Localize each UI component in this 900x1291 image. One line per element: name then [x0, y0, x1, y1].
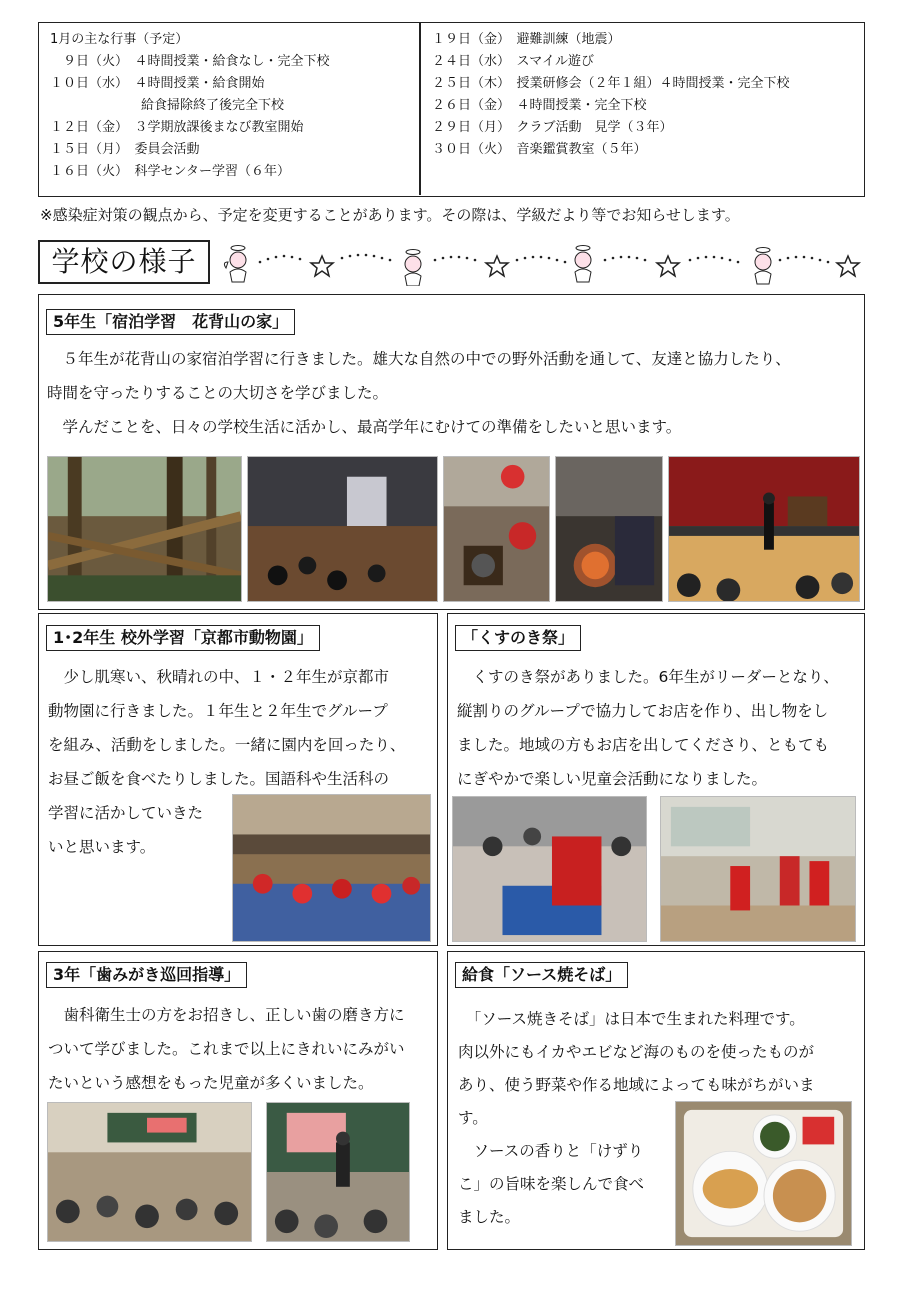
angel-icon: [755, 248, 771, 285]
article-grade5-text: ５年生が花背山の家宿泊学習に行きました。雄大な自然の中での野外活動を通して、友達と協力したり、 時間を守ったりすることの大切さを学びました。 学んだことを、日々の学校生活に活かし、最高学年にむけての準備をしたいと思います。: [47, 350, 791, 436]
article-kusunoki-title: 「くすのき祭」: [455, 625, 581, 651]
article-grade12-text: 少し肌寒い、秋晴れの中、１・２年生が京都市 動物園に行きました。１年生と２年生でグループ を組み、活動をしました。一緒に園内を回ったり、 お昼ご飯を食べたりしました。国語科や生活科の 学習に活かしていきた いと思います。: [48, 668, 406, 856]
decorative-border: [220, 240, 865, 286]
star-icon: [486, 256, 508, 276]
schedule-item: 給食掃除終了後完全下校: [50, 98, 285, 113]
schedule-item: ２４日（水） スマイル遊び: [432, 54, 594, 69]
photo-stage-speaker: [668, 456, 860, 602]
angel-icon: [575, 246, 591, 283]
article-kyushoku-title: 給食「ソース焼そば」: [455, 962, 628, 988]
photo-cooking-red-caps: [443, 456, 550, 602]
article-grade3-text: 歯科衛生士の方をお招きし、正しい歯の磨き方に ついて学びました。これまで以上にきれいにみがい たいという感想をもった児童が多くいました。: [48, 1006, 405, 1092]
section-title: 学校の様子: [38, 240, 210, 284]
photo-festival-game: [452, 796, 647, 942]
article-grade12-title: 1･2年生 校外学習「京都市動物園」: [46, 625, 320, 651]
schedule-item: １６日（火） 科学センター学習（６年）: [50, 164, 290, 179]
photo-school-lunch-tray: [675, 1101, 852, 1246]
photo-dark-hall: [247, 456, 438, 602]
schedule-item: ２９日（月） クラブ活動 見学（３年）: [432, 120, 673, 135]
schedule-item: １９日（金） 避難訓練（地震）: [432, 32, 621, 47]
photo-zoo-picnic: [232, 794, 431, 942]
schedule-divider: [419, 23, 421, 195]
photo-dental-instruction: [266, 1102, 410, 1242]
angel-icon: [405, 250, 421, 287]
schedule-item: １５日（月） 委員会活動: [50, 142, 200, 157]
photo-classroom-lesson: [47, 1102, 252, 1242]
dotted-line: [259, 254, 830, 264]
star-icon: [837, 256, 859, 276]
article-kyushoku-text: 「ソース焼きそば」は日本で生まれた料理です。 肉以外にもイカやエビなど海のものを使ったものが あり、使う野菜や作る地域によっても味がちがいま す。 ソースの香りと「けずり こ」の旨味を楽しんで食べ ました。: [458, 1010, 815, 1226]
star-icon: [657, 256, 679, 276]
angel-icon: [224, 246, 246, 283]
schedule-note: ※感染症対策の観点から、予定を変更することがあります。その際は、学級だより等でお知らせします。: [40, 206, 740, 224]
schedule-item: 1月の主な行事（予定）: [50, 32, 189, 47]
photo-campfire-cooking: [555, 456, 663, 602]
schedule-item: ２６日（金） ４時間授業・完全下校: [432, 98, 647, 113]
photo-classroom-shop: [660, 796, 856, 942]
schedule-item: １２日（金） ３学期放課後まなび教室開始: [50, 120, 304, 135]
schedule-item: １０日（水） ４時間授業・給食開始: [50, 76, 265, 91]
schedule-item: ２５日（木） 授業研修会（２年１組）４時間授業・完全下校: [432, 76, 790, 91]
photo-forest-climbing: [47, 456, 242, 602]
article-kusunoki-text: くすのき祭がありました。6年生がリーダーとなり、 縦割りのグループで協力してお店を作り、出し物をし ました。地域の方もお店を出してくださり、ともても にぎやかで楽しい児童会活動になりました。: [457, 668, 839, 788]
article-grade5-title: 5年生「宿泊学習 花背山の家」: [46, 309, 295, 335]
schedule-item: ３０日（火） 音楽鑑賞教室（５年）: [432, 142, 647, 157]
article-grade3-title: 3年「歯みがき巡回指導」: [46, 962, 247, 988]
star-icon: [311, 256, 333, 276]
schedule-item: ９日（火） ４時間授業・給食なし・完全下校: [50, 54, 330, 69]
